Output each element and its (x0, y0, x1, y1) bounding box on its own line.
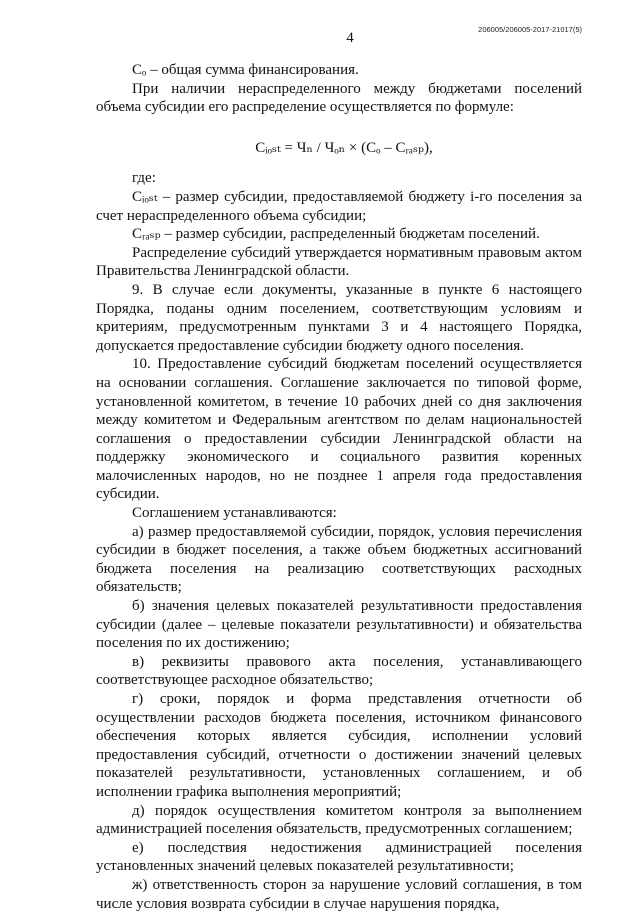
page-number: 4 (346, 30, 354, 46)
paragraph-agreement-establishes: Соглашением устанавливаются: (132, 505, 337, 522)
paragraph-total-funding: Cₒ – общая сумма финансирования. (132, 62, 359, 78)
paragraph-distribution-approval: Распределение субсидий утверждается нормативным правовым актом Правительства Ленинградской области. (96, 244, 582, 280)
paragraph-undistributed-volume: При наличии нераспределенного между бюджетами поселений объема субсидии его распределение осуществляется по формуле: (96, 80, 582, 116)
paragraph-item-9: 9. В случае если документы, указанные в пункте 6 настоящего Порядка, поданы одним поселением, соответствующим условиям и критериям, предусмотренным пунктами 3 и 4 настоящего Порядка, допускается предоставление субсидии бюджету одного поселения. (96, 281, 582, 354)
formula: Cᵢₒₛₜ = Чₙ / Чₒₙ × (Cₒ – Cᵣₐₛₚ), (255, 139, 433, 156)
document-code: 206005/206005-2017-21017(5) (478, 25, 582, 34)
paragraph-item-10: 10. Предоставление субсидий бюджетам поселений осуществляется на основании соглашения. Соглашение заключается по типовой форме, установленной комитетом, в течение 10 рабочих дней со дня заключения между комитетом и Федеральным агентством по делам национальностей соглашения о предоставлении субсидии Ленинградской области на поддержку экономического и социального развития коренных малочисленных народов, но не позднее 1 апреля года предоставления субсидии. (96, 356, 582, 503)
list-item-d: д) порядок осуществления комитетом контроля за выполнением администрацией поселения обязательств, предусмотренных соглашением; (96, 802, 582, 838)
list-item-a: а) размер предоставляемой субсидии, порядок, условия перечисления субсидии в бюджет поселения, а также объем бюджетных ассигнований бюджета поселения на реализацию соответствующих расходных обязательств; (96, 523, 582, 596)
paragraph-c-iost-definition: Cᵢₒₛₜ – размер субсидии, предоставляемой бюджету i-го поселения за счет нераспределенного объема субсидии; (96, 188, 582, 224)
paragraph-c-rasp-definition: Cᵣₐₛₚ – размер субсидии, распределенный бюджетам поселений. (132, 226, 540, 243)
document-body (96, 61, 582, 913)
list-item-v: в) реквизиты правового акта поселения, устанавливающего соответствующее расходное обязательство; (96, 653, 582, 689)
list-item-e: е) последствия недостижения администрацией поселения установленных значений целевых показателей результативности; (96, 839, 582, 875)
list-item-b: б) значения целевых показателей результативности предоставления субсидии (далее – целевые показатели результативности) и обязательства поселения по их достижению; (96, 598, 582, 652)
list-item-zh: ж) ответственность сторон за нарушение условий соглашения, в том числе условия возврата субсидии в случае нарушения порядка, (96, 876, 582, 912)
paragraph-where: где: (132, 170, 156, 187)
list-item-g: г) сроки, порядок и форма представления отчетности об осуществлении расходов бюджета поселения, источником финансового обеспечения которых является субсидия, исполнении условий предоставления субсидий, отчетности о достижении значений целевых показателей результативности, установленных соглашением, и об исполнении графика выполнения мероприятий; (96, 691, 582, 800)
